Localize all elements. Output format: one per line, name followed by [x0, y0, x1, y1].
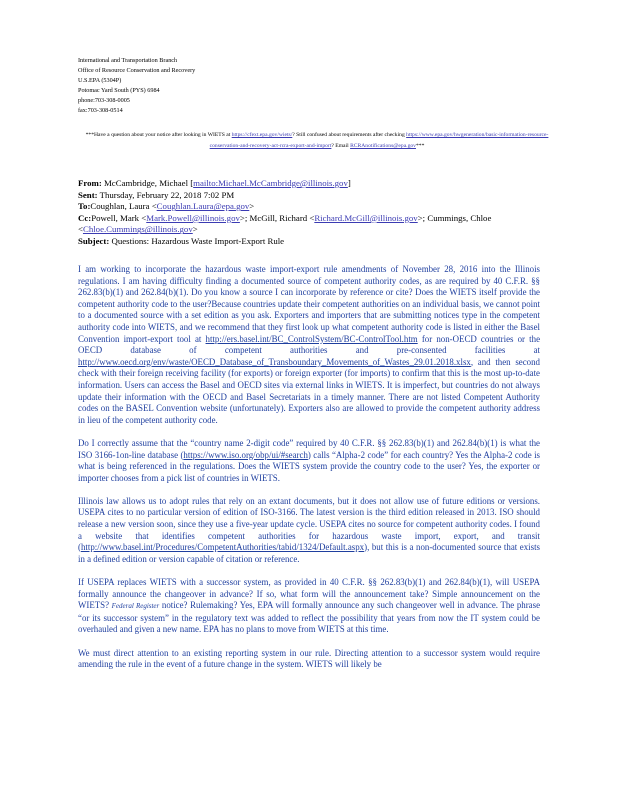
subject-value: Questions: Hazardous Waste Import-Export Rule: [111, 235, 285, 246]
email-header: [78, 178, 548, 248]
basel-tool-link[interactable]: http://ers.basel.int/BC_ControlSystem/BC-ControlTool.htm: [205, 333, 418, 344]
sender-address-block: [78, 56, 195, 116]
email-body: [78, 264, 540, 682]
sent-label: Sent:: [78, 189, 98, 200]
iso-search-link[interactable]: https://www.iso.org/obp/ui/#search: [183, 449, 308, 460]
body-paragraph-1: [78, 264, 540, 426]
federal-register-italic: Federal Register: [111, 602, 160, 611]
email-signature-notice: [82, 130, 552, 152]
body-paragraph-4: [78, 577, 540, 636]
from-mailto-link[interactable]: mailto:Michael.McCambridge@illinois.gov: [193, 178, 348, 188]
to-line: [78, 201, 548, 213]
sent-value: Thursday, February 22, 2018 7:02 PM: [99, 189, 235, 200]
question-text: notice? Rulemaking?: [161, 600, 238, 611]
cc-email-link-cummings[interactable]: Chloe.Cummings@illinois.gov: [82, 224, 193, 235]
cc-email-link-mcgill[interactable]: Richard.McGill@illinois.gov: [314, 212, 418, 223]
question-text: If USEPA replaces WIETS with a successor system, as provided in 40 C.F.R. §§ 262.83(b)(1) and 262.84(b)(1), will USEPA formally announce the changeover in advance? If so, what form will the announcement take? Simple announcement on the WIETS?: [78, 577, 540, 611]
cc-value: Powell, Mark <: [91, 212, 147, 223]
body-paragraph-5: [78, 648, 540, 671]
sender-line: Office of Resource Conservation and Recovery: [78, 67, 196, 74]
answer-text: , and then second check with their foreign receiving facility (for exports) or foreign exporter (for imports) to confirm that this is the most up-to-date information. Users can access the Basel and OECD sites via external links in WIETS. It is imperfect, but countries do not always update their information with the OECD and Basel Secretariats in a timely manner. There are not listed Competent Authority codes on the BASEL Convention website (unfortunately). Exporters also are allowed to provide the competent authority address in lieu of the competent authority code.: [78, 356, 540, 425]
cc-value: >; McGill, Richard <: [239, 212, 315, 223]
sender-line: Potomac Yard South (PYS) 6984: [78, 87, 160, 94]
from-line: [78, 178, 548, 190]
answer-text: Yes the Alpha-2 code is what is being referenced in the regulations. Does the WIETS system provide the country code to the user? Yes, the exporter or importer chooses from a pick list of countries in WIETS.: [78, 449, 540, 483]
notice-text: ? Email: [331, 143, 349, 149]
answer-text: for non-OECD countries or the OECD database of competent authorities and pre-consented facilities at: [78, 333, 541, 356]
body-text: ), but this is a non-documented source that exists in a defined edition or version capable of citation or reference.: [78, 542, 540, 564]
from-label: From:: [78, 178, 102, 188]
question-text: I am working to incorporate the hazardous waste import-export rule amendments of November 28, 2016 into the Illinois regulations. I am having difficulty finding a documented source of competent authority codes, as are required by 40 C.F.R. §§ 262.83(b)(1) and 262.84(b)(1). Do you know a source I can incorporate by reference or cite? Does the WIETS itself provide the competent authority code to the user?: [78, 264, 540, 309]
body-paragraph-3: [78, 496, 540, 566]
subject-label: Subject:: [78, 235, 110, 246]
cc-value: <: [78, 224, 83, 235]
cc-email-link-powell[interactable]: Mark.Powell@illinois.gov: [146, 212, 240, 223]
sender-line: fax:703-308-0514: [78, 107, 123, 114]
oecd-database-link[interactable]: http://www.oecd.org/env/waste/OECD_Database_of_Transboundary_Movements_of_Wastes_29.01.2018.xlsx: [78, 356, 471, 367]
from-end: ]: [347, 178, 351, 188]
sent-line: [78, 190, 548, 202]
to-email-link[interactable]: Coughlan.Laura@epa.gov: [156, 201, 250, 212]
to-end: >: [249, 201, 255, 212]
sender-line: International and Transportation Branch: [78, 57, 178, 64]
wiets-link[interactable]: https://cfext.epa.gov/wiets/: [231, 132, 293, 138]
notice-text: ***Have a question about your notice after looking in WIETS at: [85, 132, 231, 138]
notice-text: ? Still confused about requirements after checking: [292, 132, 405, 138]
cc-line: [78, 213, 548, 225]
to-value: Coughlan, Laura <: [90, 201, 157, 212]
subject-line: [78, 236, 548, 248]
sender-line: phone:703-308-0005: [78, 97, 130, 104]
body-text: We must direct attention to an existing reporting system in our rule. Directing attention to a successor system would require amending the rule in the event of a future change in the system. WIETS will likely be: [78, 647, 540, 670]
basel-authorities-link[interactable]: http://www.basel.int/Procedures/CompetentAuthorities/tabid/1324/Default.aspx: [80, 542, 365, 553]
body-text: Illinois law allows us to adopt rules that rely on an extant documents, but it does not allow use of future editions or versions. USEPA cites to no particular version of edition of ISO-3166. The latest version is the third edition released in 2013. ISO should release a new version soon, since they use a five-year update cycle. USEPA cites no source for competent authority codes. I found a website that identifies competent authorities for hazardous waste import, export, and transit (: [78, 495, 540, 553]
question-text: Do I correctly assume that the “country name 2-digit code” required by 40 C.F.R. §§ 262.83(b)(1) and 262.84(b)(1) is what the ISO 3166-1on-line database (: [78, 437, 540, 460]
rcra-email-link[interactable]: RCRAnotifications@epa.gov: [350, 143, 416, 149]
cc-line-continued: [78, 224, 548, 236]
answer-text: Yes, EPA will formally announce any such changeover well in advance. The phrase “or its successor system” in the regulatory text was added to reflect the possibility that years from now the IT system could be overhauled and given a new name. EPA has no plans to move from WIETS at this time.: [78, 600, 541, 635]
question-text: ) calls “Alpha-2 code” for each country?: [307, 449, 454, 460]
to-label: To:: [78, 201, 91, 212]
notice-text: ***: [415, 143, 425, 149]
answer-text: Because countries update their competent authorities on an individual basis, we cannot point to a documented source with a set edition as you ask. Exporters and importers that are submitting notices type in the competent authority code into WIETS, and we recommend that they first look up what competent authority code is listed in either the Basel Convention import-export tool at: [78, 298, 541, 344]
cc-value: >: [192, 224, 198, 235]
cc-label: Cc:: [78, 212, 92, 223]
sender-line: U.S.EPA (5304P): [78, 77, 122, 84]
from-value: McCambridge, Michael [: [103, 178, 194, 188]
cc-value: >; Cummings, Chloe: [417, 212, 492, 223]
epa-basic-info-link[interactable]: https://www.epa.gov/hwgeneration/basic-information-resource-conservation-and-recovery-act-rcra-export-and-import: [209, 132, 549, 149]
body-paragraph-2: [78, 438, 540, 484]
